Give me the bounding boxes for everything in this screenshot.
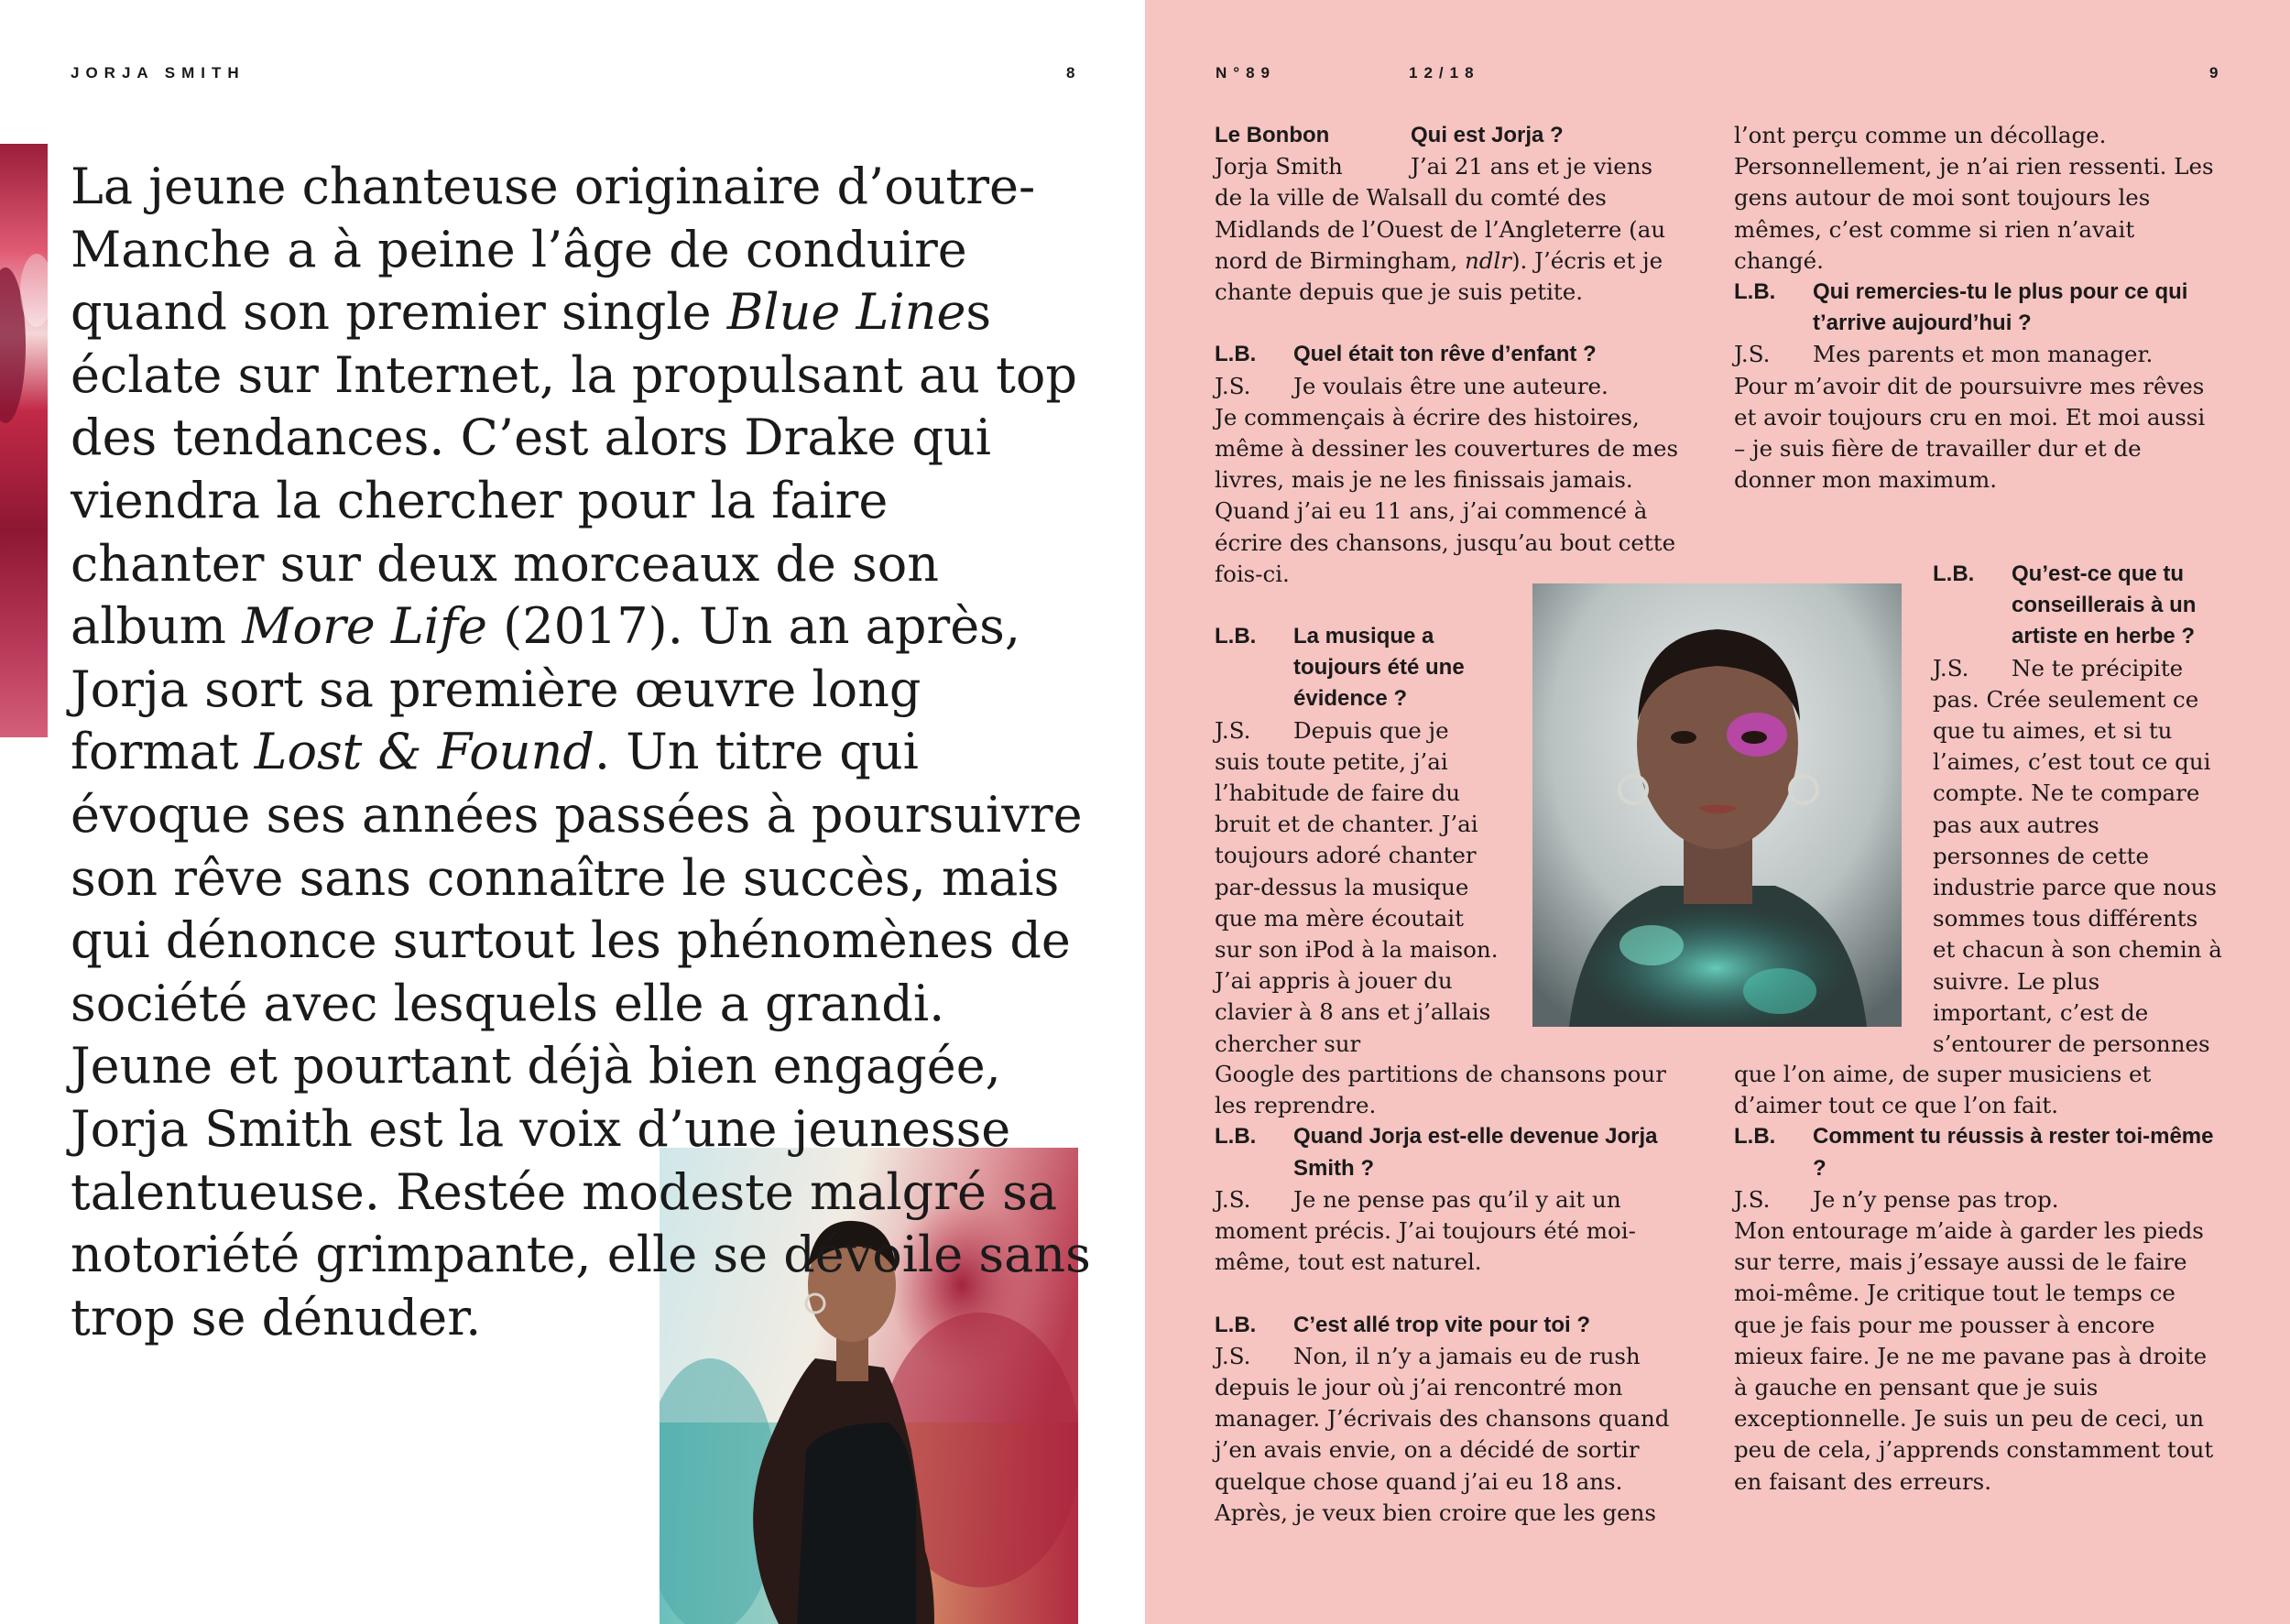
qa-4-question: Quand Jorja est-elle devenue Jorja Smith ? (1293, 1124, 1658, 1181)
qa-6-speaker: L.B. (1734, 279, 1776, 305)
intro-paragraph: La jeune chanteuse originaire d’outre-Manche a à peine l’âge de conduire quand son premier single Blue Lines éclate sur Internet, la propulsant au top des tendances. C’est alors Drake qui viendra la chercher pour la faire chanter sur deux morceaux de son album More Life (2017). Un an après, Jorja sort sa première œuvre long format Lost & Found. Un titre qui évoque ses années passées à poursuivre son rêve sans connaître le succès, mais qui dénonce surtout les phénomènes de société avec lesquels elle a grandi. Jeune et pourtant déjà bien engagée, Jorja Smith est la voix d’une jeunesse talentueuse. Restée modeste malgré sa notoriété grimpante, elle se dévoile sans trop se dénuder. (71, 158, 1091, 1346)
qa-2-answer: Je commençais à écrire des histoires, même à dessiner les couvertures de mes livres, mais je ne les finissais jamais. Quand j’ai eu 11 ans, j’ai commencé à écrire des chansons, jusqu’au bout cette fois-ci. (1215, 403, 1679, 587)
qa-2-responder: J.S. (1215, 372, 1251, 399)
page-number-left: 8 (1066, 64, 1082, 82)
running-head: JORJA SMITH (71, 64, 245, 82)
interview-column-2 (1734, 120, 2219, 528)
qa-3-speaker: L.B. (1215, 624, 1257, 649)
qa-5-answer: depuis le jour où j’ai rencontré mon manager. J’écrivais des chansons quand j’en avais envie, on a décidé de sortir quelque chose quand j’ai eu 18 ans. Après, je veux bien croire que les gens (1215, 1374, 1670, 1526)
qa-4-answer: moment précis. J’ai toujours été moi-même, tout est naturel. (1215, 1217, 1636, 1276)
qa-7-answer-end: que l’on aime, de super musiciens et d’aimer tout ce que l’on fait. (1734, 1061, 2152, 1119)
qa-3-answer-end: Google des partitions de chansons pour les reprendre. (1215, 1061, 1666, 1119)
qa-8-speaker: L.B. (1734, 1124, 1776, 1150)
qa-4: L.B. Quand Jorja est-elle devenue Jorja Smith ? J.S. Je ne pense pas qu’il y ait un moment précis. J’ai toujours été moi-même, tout est naturel. (1215, 1121, 1700, 1278)
qa-1: Le Bonbon Qui est Jorja ? Jorja Smith J’ai 21 ans et je viens de la ville de Walsall du comté des Midlands de l’Ouest de l’Angleterre (au nord de Birmingham, ndlr). J’écris et je chante depuis que je suis petite. (1215, 120, 1700, 308)
qa-7-responder: J.S. (1933, 654, 1969, 681)
qa-6-answer: Pour m’avoir dit de poursuivre mes rêves et avoir toujours cru en moi. Et moi aussi – je suis fière de travailler dur et de donner mon maximum. (1734, 372, 2206, 494)
photo-portrait-closeup (1532, 583, 1902, 1027)
qa-2: L.B. Quel était ton rêve d’enfant ? J.S. Je voulais être une auteure. Je commençais à écrire des histoires, même à dessiner les couvertures de mes livres, mais je ne les finissais jamais. Quand j’ai eu 11 ans, j’ai commencé à écrire des chansons, jusqu’au bout cette fois-ci. (1215, 339, 1700, 590)
qa-3-question: La musique a toujours été une évidence ? (1293, 624, 1465, 712)
qa-6: L.B. Qui remercies-tu le plus pour ce qui t’arrive aujourd’hui ? J.S. Mes parents et mon manager. Pour m’avoir dit de poursuivre mes rêves et avoir toujours cru en moi. Et moi aussi – je suis fière de travailler dur et de donner mon maximum. (1734, 277, 2219, 496)
qa-4-speaker: L.B. (1215, 1124, 1257, 1150)
qa-2-speaker: L.B. (1215, 342, 1257, 367)
right-page (1145, 0, 2290, 1624)
qa-8-question: Comment tu réussis à rester toi-même ? (1813, 1124, 2214, 1181)
interview-column-1 (1215, 120, 1700, 621)
interview-column-1-narrow: L.B. La musique a toujours été une évidence ? J.S. Depuis que je suis toute petite, j’ai l’habitude de faire du bruit et de chanter. J’ai toujours adoré chanter par-dessus la musique que ma mère écoutait sur son iPod à la maison. J’ai appris à jouer du clavier à 8 ans et j’allais chercher sur (1215, 621, 1504, 1060)
interview-column-2-lower (1734, 1059, 2219, 1529)
qa-7-answer: pas. Crée seulement ce que tu aimes, et si tu l’aimes, c’est tout ce qui compte. Ne te compare pas aux autres personnes de cette industrie parce que nous sommes tous différents et chacun à son chemin à suivre. Le plus important, c’est de s’entourer de personnes (1933, 685, 2222, 1058)
qa-8-responder: J.S. (1734, 1185, 1771, 1213)
issue-number: N°89 (1216, 64, 1276, 82)
qa-1-speaker: Le Bonbon (1215, 123, 1330, 147)
qa-8: L.B. Comment tu réussis à rester toi-même ? J.S. Je n’y pense pas trop. Mon entourage m’aide à garder les pieds sur terre, mais j’essaye aussi de le faire moi-même. Je critique tout le temps ce que je fais pour me pousser à encore mieux faire. Je ne me pavane pas à droite à gauche en pensant que je suis exceptionnelle. Je suis un peu de ceci, un peu de cela, j’apprends constamment tout en faisant des erreurs. (1734, 1121, 2219, 1497)
photo-strip-left (0, 144, 48, 737)
qa-1-question: Qui est Jorja ? (1411, 123, 1564, 147)
qa-4-responder: J.S. (1215, 1185, 1251, 1213)
issue-date: 12/18 (1409, 64, 1480, 82)
qa-6-question: Qui remercies-tu le plus pour ce qui t’arrive aujourd’hui ? (1813, 279, 2188, 336)
qa-3-answer: suis toute petite, j’ai l’habitude de faire du bruit et de chanter. J’ai toujours adoré chanter par-dessus la musique que ma mère écoutait sur son iPod à la maison. J’ai appris à jouer du clavier à 8 ans et j’allais chercher sur (1215, 747, 1499, 1057)
page-number-right: 9 (2209, 64, 2225, 82)
qa-5-speaker: L.B. (1215, 1312, 1257, 1337)
qa-3-responder: J.S. (1215, 716, 1251, 744)
qa-1-responder: Jorja Smith (1215, 153, 1343, 180)
interview-column-2-narrow: L.B. Qu’est-ce que tu conseillerais à un artiste en herbe ? J.S. Ne te précipite pas. Crée seulement ce que tu aimes, et si tu l’aimes, c’est tout ce qui compte. Ne te compare pas aux autres personnes de cette industrie parce que nous sommes tous différents et chacun à son chemin à suivre. Le plus important, c’est de s’entourer de personnes (1933, 559, 2222, 1060)
qa-5-responder: J.S. (1215, 1342, 1251, 1369)
qa-5: L.B. C’est allé trop vite pour toi ? J.S. Non, il n’y a jamais eu de rush depuis le jour où j’ai rencontré mon manager. J’écrivais des chansons quand j’en avais envie, on a décidé de sortir quelque chose quand j’ai eu 18 ans. Après, je veux bien croire que les gens (1215, 1310, 1700, 1529)
qa-5-answer-end: l’ont perçu comme un décollage. Personnellement, je n’ai rien ressenti. Les gens autour de moi sont toujours les mêmes, c’est comme si rien n’avait changé. (1734, 122, 2214, 274)
interview-column-1-lower (1215, 1059, 1700, 1560)
qa-8-answer: Mon entourage m’aide à garder les pieds sur terre, mais j’essaye aussi de le faire moi-même. Je critique tout le temps ce que je fais pour me pousser à encore mieux faire. Je ne me pavane pas à droite à gauche en pensant que je suis exceptionnelle. Je suis un peu de ceci, un peu de cela, j’apprends constamment tout en faisant des erreurs. (1734, 1217, 2214, 1495)
qa-5-question: C’est allé trop vite pour toi ? (1293, 1312, 1591, 1337)
qa-7-speaker: L.B. (1933, 561, 1975, 586)
qa-1-answer: de la ville de Walsall du comté des Midlands de l’Ouest de l’Angleterre (au nord de Birmingham, ndlr). J’écris et je chante depuis que je suis petite. (1215, 184, 1666, 306)
qa-6-responder: J.S. (1734, 341, 1771, 368)
qa-2-question: Quel était ton rêve d’enfant ? (1293, 342, 1597, 367)
qa-7-question: Qu’est-ce que tu conseillerais à un artiste en herbe ? (2012, 561, 2197, 649)
